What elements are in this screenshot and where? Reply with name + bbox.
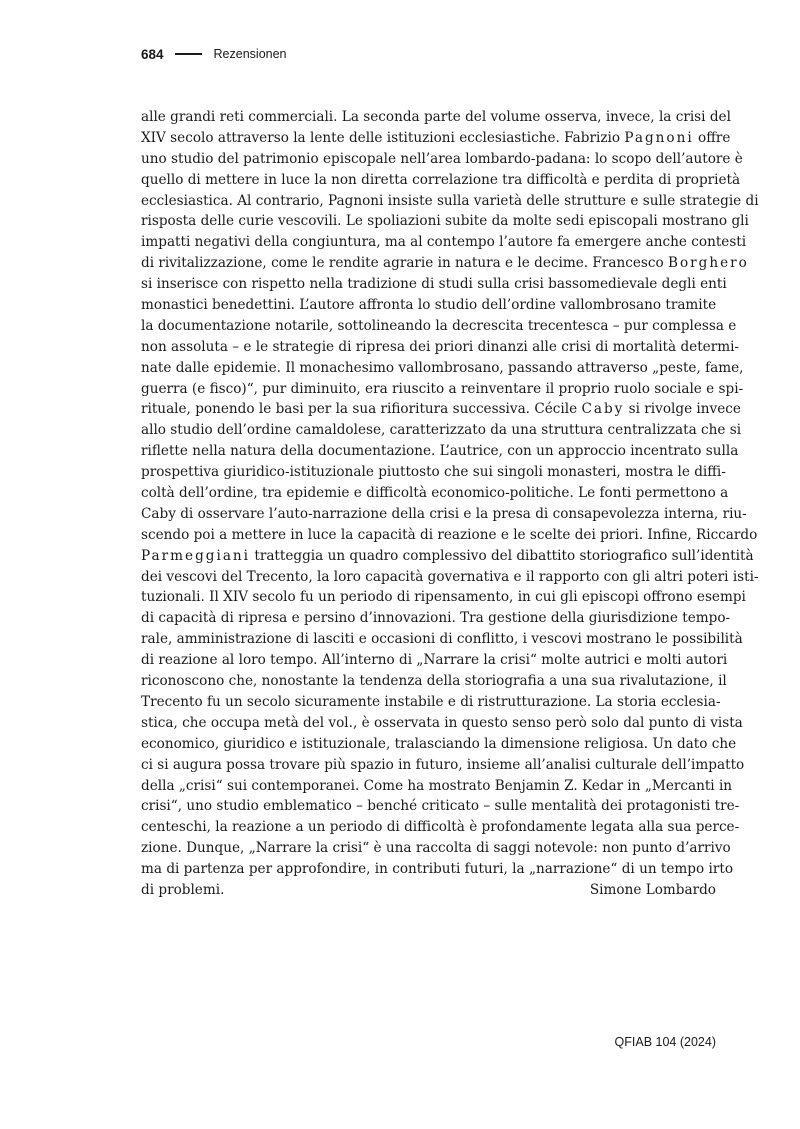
author-name-caby: Caby xyxy=(581,401,625,418)
text-line: si inserisce con rispetto nella tradizione di studi sulla crisi bassomedievale degli enti xyxy=(141,276,727,293)
text-line: allo studio dell’ordine camaldolese, caratterizzato da una struttura centralizzata che si xyxy=(141,422,742,439)
text-line: rituale, ponendo le basi per la sua rifioritura successiva. Cécile Caby si rivolge invece xyxy=(141,401,741,418)
journal-footer: QFIAB 104 (2024) xyxy=(614,1035,716,1049)
text-line: riconoscono che, nonostante la tendenza della storiografia a una sua rivalutazione, il xyxy=(141,673,727,690)
text-line: di reazione al loro tempo. All’interno di „Narrare la crisi“ molte autrici e molti autori xyxy=(141,652,728,669)
text-line: prospettiva giuridico-istituzionale piuttosto che sui singoli monasteri, mostra le diffi- xyxy=(141,464,726,481)
text-line: Trecento fu un secolo sicuramente instabile e di ristrutturazione. La storia ecclesia- xyxy=(141,693,721,710)
text-line: quello di mettere in luce la non diretta correlazione tra difficoltà e perdita di proprietà xyxy=(141,171,741,188)
text-line: zione. Dunque, „Narrare la crisi“ è una raccolta di saggi notevole: non punto d’arrivo xyxy=(141,840,731,857)
text-line: stica, che occupa metà del vol., è osservata in questo senso però solo dal punto di vista xyxy=(141,714,743,731)
section-title: Rezensionen xyxy=(213,47,287,61)
text-line: rale, amministrazione di lasciti e occasioni di conflitto, i vescovi mostrano le possibilità xyxy=(141,631,743,648)
page-number: 684 xyxy=(141,46,164,62)
text-line: tuzionali. Il XIV secolo fu un periodo di ripensamento, in cui gli episcopi offrono esempi xyxy=(141,589,746,606)
text-line: alle grandi reti commerciali. La seconda parte del volume osserva, invece, la crisi del xyxy=(141,109,731,125)
header-rule xyxy=(175,53,202,56)
text-line: centeschi, la reazione a un periodo di difficoltà è profondamente legata alla sua perce- xyxy=(141,819,740,836)
text-line: ecclesiastica. Al contrario, Pagnoni insiste sulla varietà delle strutture e sulle strategie di xyxy=(141,192,759,209)
closing-line: di problemi. Simone Lombardo xyxy=(141,880,716,901)
text-line: dei vescovi del Trecento, la loro capacità governativa e il rapporto con gli altri poteri isti- xyxy=(141,568,759,585)
text-line: guerra (e fisco)“, pur diminuito, era riuscito a reinventare il proprio ruolo sociale e spi- xyxy=(141,380,744,397)
text-line: Caby di osservare l’auto-narrazione della crisi e la presa di consapevolezza interna, riu- xyxy=(141,505,747,522)
text-line: riflette nella natura della documentazione. L’autrice, con un approccio incentrato sulla xyxy=(141,443,739,460)
text-line: XIV secolo attraverso la lente delle istituzioni ecclesiastiche. Fabrizio Pagnoni offre xyxy=(141,129,731,146)
text-line: Parmeggiani tratteggia un quadro complessivo del dibattito storiografico sull’identità xyxy=(141,547,754,564)
text-line: coltà dell’ordine, tra epidemie e difficoltà economico-politiche. Le fonti permettono a xyxy=(141,485,729,502)
text-line: impatti negativi della congiuntura, ma al contempo l’autore fa emergere anche contesti xyxy=(141,234,747,251)
reviewer-signature: Simone Lombardo xyxy=(589,881,716,898)
text-line: di rivitalizzazione, come le rendite agrarie in natura e le decime. Francesco Borghero xyxy=(141,255,749,272)
running-header xyxy=(141,44,287,64)
text-line: crisi“, uno studio emblematico – benché criticato – sulle mentalità dei protagonisti tre- xyxy=(141,798,740,815)
text-line: non assoluta – e le strategie di ripresa dei priori dinanzi alle crisi di mortalità determi- xyxy=(141,338,740,355)
text-line: ma di partenza per approfondire, in contributi futuri, la „narrazione“ di un tempo irto xyxy=(141,861,734,878)
text-line: monastici benedettini. L’autore affronta lo studio dell’ordine vallombrosano tramite xyxy=(141,297,717,314)
review-body xyxy=(141,107,759,901)
author-name-parmeggiani: Parmeggiani xyxy=(141,547,251,564)
author-name-borghero: Borghero xyxy=(667,255,749,272)
text-line: risposta delle curie vescovili. Le spoliazioni subite da molte sedi episcopali mostrano gli xyxy=(141,213,749,230)
text-line: economico, giuridico e istituzionale, tralasciando la dimensione religiosa. Un dato che xyxy=(141,735,737,752)
text-line: scendo poi a mettere in luce la capacità di reazione e le scelte dei priori. Infine, Riccardo xyxy=(141,526,758,543)
text-line: uno studio del patrimonio episcopale nell’area lombardo-padana: lo scopo dell’autore è xyxy=(141,150,743,167)
text-line: nate dalle epidemie. Il monachesimo vallombrosano, passando attraverso „peste, fame, xyxy=(141,359,744,376)
text-line: la documentazione notarile, sottolineando la decrescita trecentesca – pur complessa e xyxy=(141,317,737,334)
text-line: della „crisi“ sui contemporanei. Come ha mostrato Benjamin Z. Kedar in „Mercanti in xyxy=(141,777,733,794)
author-name-pagnoni: Pagnoni xyxy=(624,129,694,146)
text-line: di capacità di ripresa e persino d’innovazioni. Tra gestione della giurisdizione tempo- xyxy=(141,610,731,627)
text-line: ci si augura possa trovare più spazio in futuro, insieme all’analisi culturale dell’impatto xyxy=(141,756,745,773)
